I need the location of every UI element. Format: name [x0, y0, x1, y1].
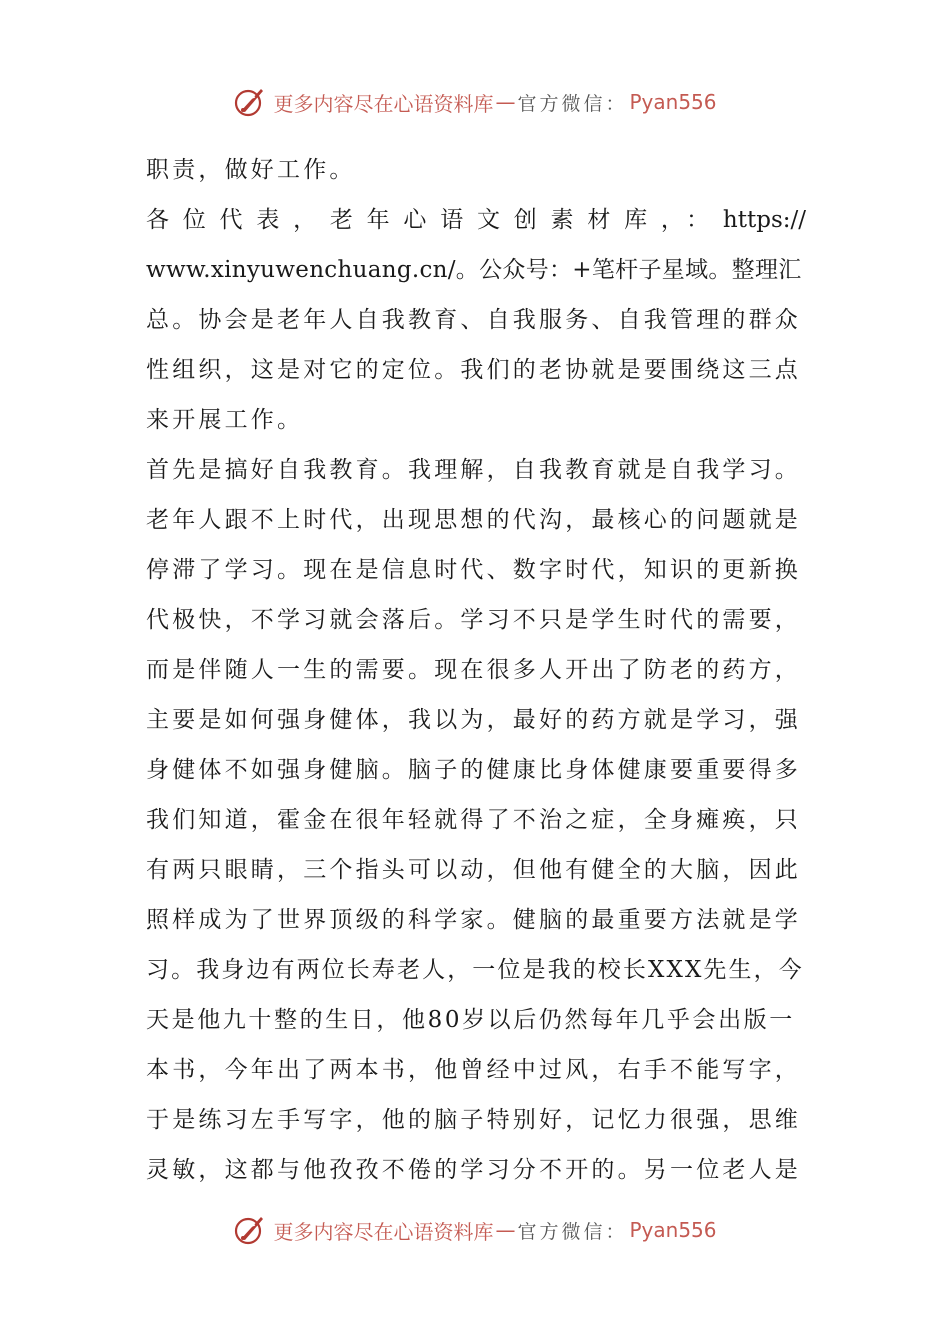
text-line: 灵敏，这都与他孜孜不倦的学习分不开的。另一位老人是: [146, 1157, 801, 1183]
quill-logo-icon: [233, 85, 267, 119]
text-line: 本书，今年出了两本书，他曾经中过风，右手不能写字，: [146, 1057, 801, 1083]
header-separator: —: [495, 90, 516, 114]
footer-wechat-id: Pyan556: [629, 1218, 717, 1242]
footer-label: 官方微信：: [517, 1220, 628, 1243]
text-line: 老年人跟不上时代，出现思想的代沟，最核心的问题就是: [146, 507, 801, 533]
text-line: 天是他九十整的生日，他80岁以后仍然每年几乎会出版一: [146, 1007, 795, 1033]
header-brand: 更多内容尽在心语资料库: [273, 91, 494, 116]
quill-logo-icon: [233, 1213, 267, 1247]
text-line: 职责，做好工作。: [146, 157, 356, 183]
text-line: 代极快，不学习就会落后。学习不只是学生时代的需要，: [146, 607, 801, 633]
text-line: www.xinyuwenchuang.cn/。公众号：+笔杆子星域。整理汇: [146, 257, 802, 283]
text-line: 身健体不如强身健脑。脑子的健康比身体健康要重要得多: [146, 757, 801, 783]
text-line: 各位代表，老年心语文创素材库，：https://: [146, 207, 806, 233]
text-line: 有两只眼睛，三个指头可以动，但他有健全的大脑，因此: [146, 857, 801, 883]
text-line: 首先是搞好自我教育。我理解，自我教育就是自我学习。: [146, 457, 801, 483]
document-body: [146, 145, 806, 1195]
text-line: 性组织，这是对它的定位。我们的老协就是要围绕这三点: [146, 357, 801, 383]
text-line: 停滞了学习。现在是信息时代、数字时代，知识的更新换: [146, 557, 801, 583]
text-line: 习。我身边有两位长寿老人，一位是我的校长XXX先生，今: [146, 957, 804, 983]
footer-brand: 更多内容尽在心语资料库: [273, 1219, 494, 1244]
text-line: 来开展工作。: [146, 407, 304, 433]
text-line: 总。协会是老年人自我教育、自我服务、自我管理的群众: [146, 307, 801, 333]
header-wechat-id: Pyan556: [629, 90, 717, 114]
footer-banner: [0, 1208, 950, 1252]
footer-separator: —: [495, 1218, 516, 1242]
header-label: 官方微信：: [517, 92, 628, 115]
text-line: 于是练习左手写字，他的脑子特别好，记忆力很强，思维: [146, 1107, 801, 1133]
text-line: 主要是如何强身健体，我以为，最好的药方就是学习，强: [146, 707, 801, 733]
text-line: 我们知道，霍金在很年轻就得了不治之症，全身瘫痪，只: [146, 807, 801, 833]
header-banner: [0, 80, 950, 124]
text-line: 而是伴随人一生的需要。现在很多人开出了防老的药方，: [146, 657, 801, 683]
text-line: 照样成为了世界顶级的科学家。健脑的最重要方法就是学: [146, 907, 801, 933]
